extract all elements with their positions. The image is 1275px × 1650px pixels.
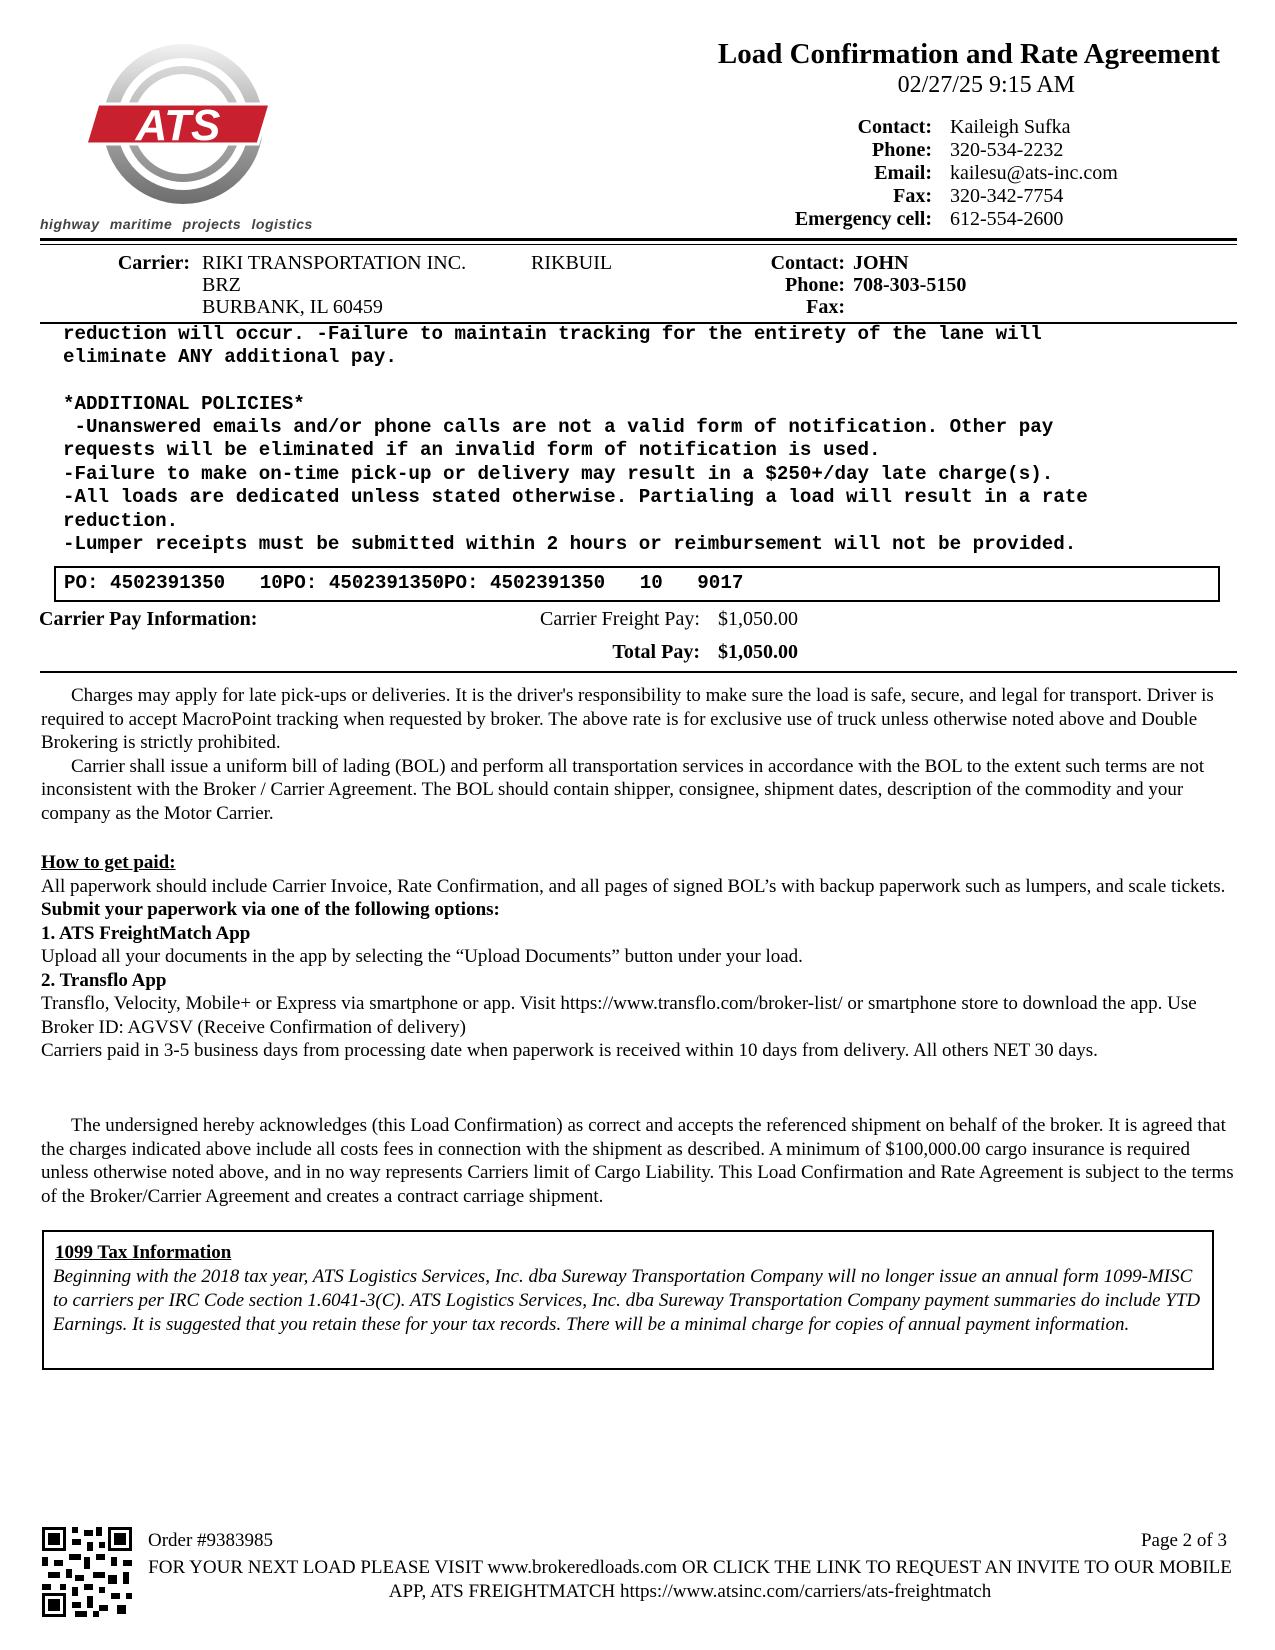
page-number: Page 2 of 3 bbox=[1140, 1530, 1227, 1551]
footer-promo-note: FOR YOUR NEXT LOAD PLEASE VISIT www.brokeredloads.com OR CLICK THE LINK TO REQUEST AN INVITE TO OUR MOBILE APP, ATS FREIGHTMATCH https://www.atsinc.com/carriers/ats-freightmatch bbox=[148, 1557, 1232, 1602]
carrier-fax-label: Fax: bbox=[806, 296, 845, 318]
broker-emergency-value: 612-554-2600 bbox=[950, 208, 1064, 230]
freight-pay-label: Carrier Freight Pay: bbox=[540, 608, 700, 630]
note-line: -Failure to make on-time pick-up or delivery may result in a $250+/day late charge(s). bbox=[63, 463, 1054, 485]
submit-heading: Submit your paperwork via one of the following options: bbox=[41, 899, 500, 920]
payment-terms: Carriers paid in 3-5 business days from processing date when paperwork is received within 10 days from delivery. All others NET 30 days. bbox=[41, 1040, 1098, 1061]
carrier-label: Carrier: bbox=[117, 252, 190, 274]
note-line: *ADDITIONAL POLICIES* bbox=[63, 393, 305, 415]
broker-fax-value: 320-342-7754 bbox=[950, 185, 1064, 207]
carrier-phone-value: 708-303-5150 bbox=[853, 274, 967, 296]
carrier-address-line2: BRZ bbox=[202, 274, 241, 296]
broker-emergency-label: Emergency cell: bbox=[794, 208, 932, 230]
logo-tagline: highway maritime projects logistics bbox=[40, 216, 313, 232]
acknowledgement-text: The undersigned hereby acknowledges (this Load Confirmation) as correct and accepts the referenced shipment on behalf of the broker. It is agreed that the charges indicated above include all costs fees in connection with the shipment as described. A minimum of $100,000.00 cargo insurance is required unless otherwise noted above, and in no way represents Carriers limit of Cargo Liability. This Load Confirmation and Rate Agreement is subject to the terms of the Broker/Carrier Agreement and creates a contract carriage shipment. bbox=[41, 1115, 1234, 1207]
payment-instructions bbox=[41, 851, 1241, 1063]
broker-email-value[interactable]: kailesu@ats-inc.com bbox=[950, 162, 1118, 184]
broker-email-label: Email: bbox=[874, 162, 932, 184]
option-1-title: 1. ATS FreightMatch App bbox=[41, 922, 251, 944]
note-line: -All loads are dedicated unless stated otherwise. Partialing a load will result in a rate bbox=[63, 486, 1088, 508]
broker-contact-value: Kaileigh Sufka bbox=[950, 116, 1071, 138]
option-1-text: Upload all your documents in the app by selecting the “Upload Documents” button under your load. bbox=[41, 946, 803, 967]
carrier-contact-label: Contact: bbox=[770, 252, 845, 274]
header-divider-thin bbox=[40, 244, 1237, 245]
qr-code bbox=[42, 1527, 132, 1617]
broker-phone-value: 320-534-2232 bbox=[950, 139, 1064, 161]
header-divider-thick bbox=[40, 238, 1237, 241]
total-pay-label: Total Pay: bbox=[612, 641, 700, 663]
carrier-phone-label: Phone: bbox=[785, 274, 845, 296]
paperwork-intro: All paperwork should include Carrier Invoice, Rate Confirmation, and all pages of signed BOL’s with backup paperwork such as lumpers, and scale tickets. bbox=[41, 875, 1226, 897]
carrier-contact-value: JOHN bbox=[853, 252, 909, 274]
carrier-pay-label: Carrier Pay Information: bbox=[39, 608, 258, 630]
acknowledgement-section bbox=[41, 1114, 1241, 1208]
logo-brand-text: ATS bbox=[135, 101, 221, 150]
total-pay-value: $1,050.00 bbox=[718, 641, 798, 663]
terms-paragraph-2: Carrier shall issue a uniform bill of lading (BOL) and perform all transportation services in accordance with the BOL to the extent such terms are not inconsistent with the Broker / Carrier Agreement. The BOL should contain shipper, consignee, shipment dates, description of the commodity and your company as the Motor Carrier. bbox=[41, 755, 1205, 824]
order-number: Order #9383985 bbox=[148, 1530, 274, 1551]
option-2-title: 2. Transflo App bbox=[41, 969, 167, 991]
po-numbers: PO: 4502391350 10PO: 4502391350PO: 4502391350 10 9017 bbox=[64, 572, 744, 594]
pay-divider bbox=[40, 671, 1237, 673]
note-line: requests will be eliminated if an invalid form of notification is used. bbox=[63, 439, 881, 461]
tax-info-title: 1099 Tax Information bbox=[55, 1242, 232, 1263]
note-line: eliminate ANY additional pay. bbox=[63, 346, 397, 368]
note-line: reduction. bbox=[63, 510, 179, 532]
ats-logo bbox=[38, 42, 328, 237]
carrier-name: RIKI TRANSPORTATION INC. bbox=[202, 252, 467, 274]
document-datetime: 02/27/25 9:15 AM bbox=[897, 72, 1075, 98]
carrier-code: RIKBUIL bbox=[531, 252, 613, 274]
broker-phone-label: Phone: bbox=[872, 139, 932, 161]
terms-paragraph-1: Charges may apply for late pick-ups or deliveries. It is the driver's responsibility to make sure the load is safe, secure, and legal for transport. Driver is required to accept MacroPoint tracking when requested by broker. The above rate is for exclusive use of truck unless otherwise noted above and Double Brokering is strictly prohibited. bbox=[41, 685, 1214, 753]
tax-info-body: Beginning with the 2018 tax year, ATS Logistics Services, Inc. dba Sureway Transportation Company will no longer issue an annual form 1099-MISC to carriers per IRC Code section 1.6041-3(C). ATS Logistics Services, Inc. dba Sureway Transportation Company payment summaries do include YTD Earnings. It is suggested that you retain these for your tax records. There will be a minimal charge for copies of annual payment information. bbox=[53, 1266, 1201, 1335]
option-2-text: Transflo, Velocity, Mobile+ or Express via smartphone or app. Visit https://www.transflo.com/broker-list/ or smartphone store to download the app. Use Broker ID: AGVSV (Receive Confirmation of delivery) bbox=[41, 993, 1197, 1038]
freight-pay-value: $1,050.00 bbox=[718, 608, 798, 630]
note-line: -Unanswered emails and/or phone calls are not a valid form of notification. Other pay bbox=[63, 416, 1054, 438]
terms-section bbox=[41, 684, 1241, 825]
how-to-get-paid-heading: How to get paid: bbox=[41, 852, 176, 873]
broker-contact-label: Contact: bbox=[857, 116, 932, 138]
note-line: reduction will occur. -Failure to maintain tracking for the entirety of the lane will bbox=[63, 323, 1042, 345]
document-title: Load Confirmation and Rate Agreement bbox=[717, 38, 1220, 70]
carrier-city: BURBANK, IL 60459 bbox=[202, 296, 383, 318]
broker-fax-label: Fax: bbox=[893, 185, 932, 207]
note-line: -Lumper receipts must be submitted within 2 hours or reimbursement will not be provided. bbox=[63, 533, 1077, 555]
